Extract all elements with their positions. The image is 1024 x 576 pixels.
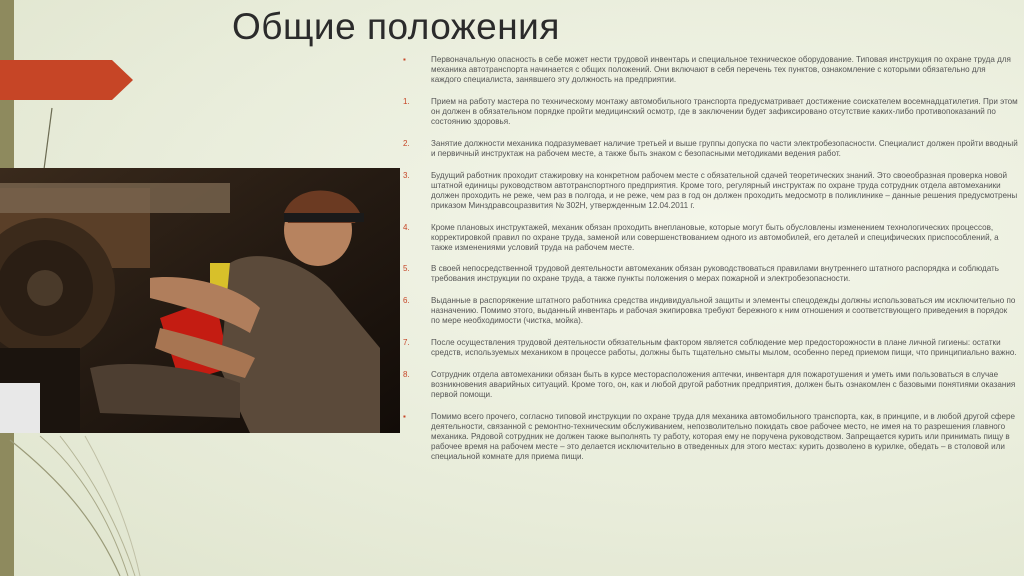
list-number: 6. [403, 296, 410, 306]
list-item-text: Первоначальную опасность в себе может нести трудовой инвентарь и специальное техническое оборудование. Типовая инструкция по охране труда для механика автотранспорта начинается с общих положений. Они включают в себя перечень тех пунктов, ознакомление с которыми обязательно для каждого специалиста, занявшего эту должность на предприятии. [431, 55, 1011, 85]
list-number: 3. [403, 170, 410, 180]
list-item-text: В своей непосредственной трудовой деятельности автомеханик обязан руководствоваться правилами внутреннего штатного распорядка и соблюдать требования инструкции по охране труда, а также пункты положения о мерах пожарной и электробезопасности. [431, 264, 999, 284]
list-number: 5. [403, 264, 410, 274]
list-item [403, 97, 1018, 127]
list-item-text: После осуществления трудовой деятельности обязательным фактором является соблюдение мер предосторожности в плане личной гигиены: остатки средств, используемых механиком в процессе работы, должны быть тщательно смыты мылом, особенно перед приемом пищи, что принципиально важно. [431, 338, 1017, 358]
list-item-text: Выданные в распоряжение штатного работника средства индивидуальной защиты и элементы спецодежды должны использоваться им исключительно по назначению. Помимо этого, выданный инвентарь и рабочая экипировка требуют бережного к ним отношения и соответствующего приведения в порядок по мере необходимости (чистка, мойка). [431, 296, 1016, 326]
list-number: 8. [403, 369, 410, 379]
list-item-text: Будущий работник проходит стажировку на конкретном рабочем месте с обязательной сдачей теоретических знаний. Это своеобразная проверка новой штатной единицы руководством автотранспортного предприятия. Кроме того, регулярный инструктаж по охране труда сотрудник отдела автомеханики должен проходить не реже, чем раз в полгода, и не реже, чем раз в год он должен проходить медосмотр в поликлинике – данные решения предусмотрены приказом Минздравсоцразвития № 302Н, утвержденным 12.04.2011 г. [431, 170, 1018, 210]
list-item [403, 55, 1018, 85]
list-item [403, 370, 1018, 400]
list-item-text: Сотрудник отдела автомеханики обязан быть в курсе месторасположения аптечки, инвентаря для пожаротушения и уметь ими пользоваться в случае возникновения аварийных ситуаций. Кроме того, он, как и любой другой работник предприятия, должен быть ознакомлен с базовыми понятиями оказания первой помощи. [431, 369, 1016, 399]
slide-title: Общие положения [232, 6, 560, 47]
mechanic-photo [0, 168, 400, 433]
accent-arrow-tab [0, 60, 133, 100]
slide-body [403, 55, 1018, 576]
bullet-marker: ▪ [403, 411, 406, 421]
list-item [403, 296, 1018, 326]
list-number: 2. [403, 138, 410, 148]
list-item [403, 223, 1018, 253]
list-item [403, 338, 1018, 358]
list-number: 7. [403, 338, 410, 348]
list-item [403, 171, 1018, 211]
list-item [403, 264, 1018, 284]
list-item [403, 412, 1018, 462]
list-number: 1. [403, 96, 410, 106]
list-number: 4. [403, 222, 410, 232]
list-item-text: Помимо всего прочего, согласно типовой инструкции по охране труда для механика автомобильного транспорта, как, в принципе, и в любой другой сфере деятельности, связанной с ремонтно-техническим обслуживанием, непозволительно покидать свое рабочее место, не имея на то разрешения главного механика. Рядовой сотрудник не должен также выполнять ту работу, которая ему не поручена руководством. Запрещается курить или принимать пищу в рабочее время на рабочем месте – это делается исключительно в отведенных для этого местах: курить дозволено в курилке, обедать – в столовой или специальной комнате для приема пищи. [431, 411, 1016, 462]
bullet-marker: ▪ [403, 55, 406, 64]
list-item-text: Занятие должности механика подразумевает наличие третьей и выше группы допуска по части электробезопасности. Специалист должен пройти вводный и первичный инструктаж на рабочем месте, а также быть знаком с безопасными методиками ведения работ. [431, 138, 1018, 158]
list-item-text: Прием на работу мастера по техническому монтажу автомобильного транспорта предусматривает достижение соискателем восемнадцатилетия. При этом он должен в обязательном порядке пройти медицинский осмотр, где в заключении будет зафиксировано отсутствие каких-либо противопоказаний по состоянию здоровья. [431, 96, 1018, 127]
list-item [403, 139, 1018, 159]
list-item-text: Кроме плановых инструктажей, механик обязан проходить внеплановые, которые могут быть обусловлены изменением технологических процессов, корректировкой правил по охране труда, заменой или совершенствованием одного из автомобилей, его деталей и специфических приспособлений, а также изменениями условий труда на рабочем месте. [431, 222, 999, 252]
